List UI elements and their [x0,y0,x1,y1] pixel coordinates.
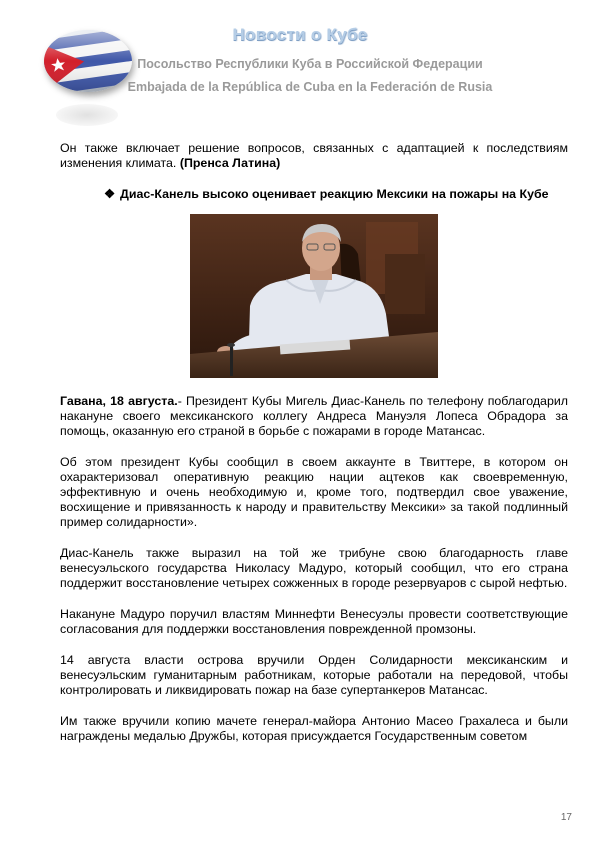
article-body [60,141,568,760]
paragraph-1-text: - Президент Кубы Мигель Диас-Канель по телефону поблагодарил накануне своего мексиканского коллегу Андреса Мануэля Лопеса Обрадора за помощь, оказанную его страной в борьбе с пожарами в городе Матансас. [60,394,568,438]
intro-paragraph [60,141,568,171]
logo-reflection [56,104,118,126]
page-number: 17 [560,812,572,823]
paragraph-2: Об этом президент Кубы сообщил в своем аккаунте в Твиттере, в котором он охарактеризовал оперативную реакцию нации ацтеков как своевременную, эффективную и очень необходимую и, кроме того, подтвердил свое уважение, восхищение и привязанность к народу и правительству Мексики» за такой подлинный пример солидарности». [60,455,568,529]
diamond-bullet-icon: ❖ [104,187,116,201]
embassy-name-russian: Посольство Республики Куба в Российской Федерации [137,57,483,71]
president-at-desk-image [190,214,438,378]
headline-text: Диас-Канель высоко оценивает реакцию Мексики на пожары на Кубе [120,187,549,201]
paragraph-5: 14 августа власти острова вручили Орден Солидарности мексиканским и венесуэльским гуманитарным работникам, которые работали на передовой, чтобы контролировать и ликвидировать пожар на базе супертанкеров Матансас. [60,653,568,697]
embassy-name-spanish: Embajada de la República de Cuba en la Federación de Rusia [127,80,493,94]
paragraph-6: Им также вручили копию мачете генерал-майора Антонио Масео Грахалеса и были награждены медалью Дружбы, которая присуждается Государственным советом [60,714,568,743]
article-photo [190,214,438,378]
intro-text: Он также включает решение вопросов, связанных с адаптацией к последствиям изменения климата. [60,141,568,170]
page-header [0,0,612,130]
dateline: Гавана, 18 августа. [60,394,178,408]
intro-source: (Пренса Латина) [179,156,281,170]
paragraph-3: Диас-Канель также выразил на той же трибуне свою благодарность главе венесуэльского государства Николасу Мадуро, который сообщил, что его страна поддержит восстановление четырех сожженных в городе резервуаров с сырой нефтью. [60,546,568,590]
paragraph-4: Накануне Мадуро поручил властям Миннефти Венесуэлы провести соответствующие согласования для поддержки восстановления поврежденной промзоны. [60,607,568,636]
newsletter-title: Новости о Кубе [232,25,368,44]
article-headline [60,187,568,202]
paragraph-1 [60,394,568,439]
